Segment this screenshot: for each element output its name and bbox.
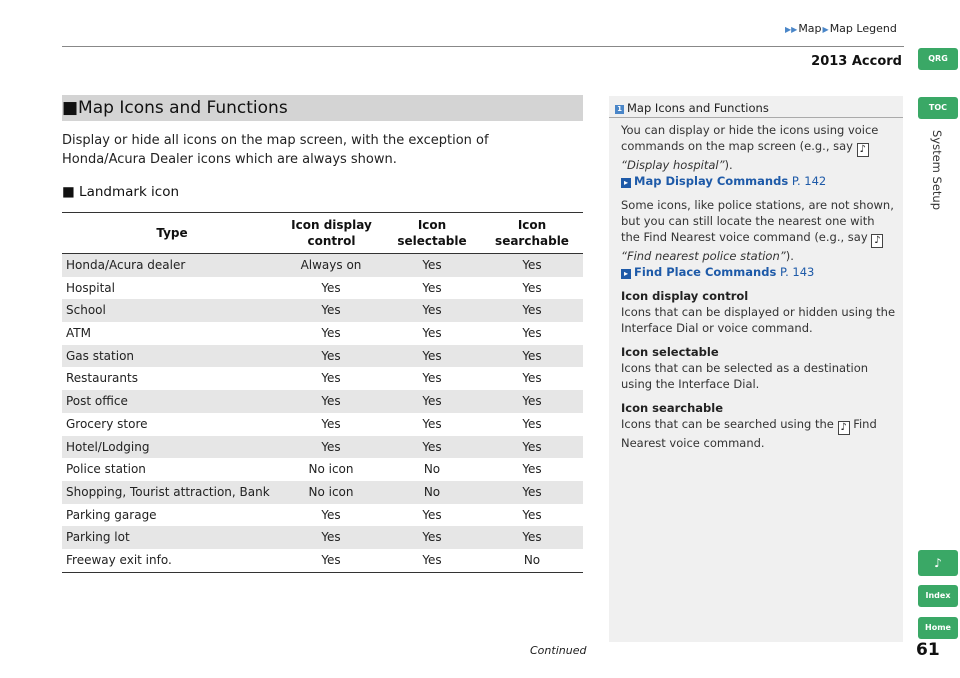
table-row xyxy=(62,526,583,549)
sidebar-note xyxy=(609,96,903,642)
cell-selectable: Yes xyxy=(422,552,442,567)
link-arrow-icon: ▸ xyxy=(621,269,631,279)
cell-type: Freeway exit info. xyxy=(66,552,172,567)
cell-searchable: No xyxy=(523,552,541,567)
table-row xyxy=(62,436,583,459)
cell-selectable: Yes xyxy=(422,303,442,318)
cell-type: Restaurants xyxy=(66,371,138,386)
sidebar-definition-selectable: Icon selectable Icons that can be selected as a destination using the Interface Dial. xyxy=(621,345,869,391)
voice-tab[interactable] xyxy=(918,550,958,576)
link-find-place-commands[interactable]: Find Place Commands xyxy=(634,265,777,279)
talk-icon: ♪ xyxy=(934,556,942,570)
cell-selectable: Yes xyxy=(422,416,442,431)
cell-display-control: No icon xyxy=(308,462,354,477)
table-row xyxy=(62,322,583,345)
cell-type: Police station xyxy=(66,462,146,477)
cell-searchable: Yes xyxy=(522,258,542,272)
table-row xyxy=(62,504,583,527)
cell-display-control: Always on xyxy=(300,258,362,272)
cell-searchable: Yes xyxy=(522,462,542,477)
table-body xyxy=(62,254,583,572)
cell-type: School xyxy=(66,303,106,318)
cell-searchable: Yes xyxy=(522,530,542,545)
table-row xyxy=(62,458,583,481)
talk-button-icon: ♪ xyxy=(838,421,850,435)
link-arrow-icon: ▸ xyxy=(621,178,631,188)
table-row xyxy=(62,413,583,436)
cell-display-control: Yes xyxy=(321,530,341,545)
cell-type: Hospital xyxy=(66,280,115,295)
section-bar xyxy=(62,95,583,121)
cell-selectable: Yes xyxy=(422,507,442,522)
table-header xyxy=(62,213,583,253)
triangle-icon: ▶ xyxy=(822,25,829,34)
continued-label: Continued xyxy=(530,644,587,657)
breadcrumb-map-legend[interactable]: Map Legend xyxy=(829,22,897,35)
cell-display-control: Yes xyxy=(321,280,341,295)
toc-tab[interactable]: TOC xyxy=(918,97,958,119)
cell-selectable: Yes xyxy=(422,326,442,341)
talk-button-icon: ♪ xyxy=(871,234,883,248)
cell-searchable: Yes xyxy=(522,416,542,431)
cell-selectable: Yes xyxy=(422,530,442,545)
sidebar-definition-display: Icon display control Icons that can be displayed or hidden using the Interface Dial or voice command. xyxy=(621,289,896,335)
cell-searchable: Yes xyxy=(522,348,542,363)
cell-searchable: Yes xyxy=(522,507,542,522)
cell-display-control: Yes xyxy=(321,326,341,341)
header-type: Type xyxy=(156,226,188,240)
cell-type: Parking lot xyxy=(66,530,130,545)
cell-type: Gas station xyxy=(66,348,135,363)
table-row xyxy=(62,345,583,368)
talk-button-icon: ♪ xyxy=(857,143,869,157)
cell-selectable: No xyxy=(423,462,441,477)
sidebar-body xyxy=(621,122,897,459)
page-number: 61 xyxy=(916,640,940,660)
header-rule xyxy=(62,46,904,47)
table-row xyxy=(62,549,583,572)
cell-selectable: No xyxy=(423,484,441,499)
triangle-icon: ▶▶ xyxy=(785,25,798,34)
cell-searchable: Yes xyxy=(522,484,542,499)
table-row xyxy=(62,481,583,504)
link-page-142[interactable]: P. 142 xyxy=(791,174,827,188)
cell-selectable: Yes xyxy=(422,258,442,272)
cell-selectable: Yes xyxy=(422,394,442,409)
landmark-table xyxy=(62,212,583,573)
cell-display-control: Yes xyxy=(321,416,341,431)
cell-searchable: Yes xyxy=(522,326,542,341)
cell-type: Post office xyxy=(66,394,128,409)
cell-type: ATM xyxy=(66,326,91,341)
intro-text: Display or hide all icons on the map screen, with the exception of Honda/Acura Dealer icons which are always shown. xyxy=(62,133,489,167)
cell-type: Grocery store xyxy=(66,416,148,431)
cell-selectable: Yes xyxy=(422,439,442,454)
sidebar-paragraph-find: Some icons, like police stations, are not shown, but you can still locate the nearest one with the Find Nearest voice command (e.g., say ♪ “Find nearest police station”). ▸ Find Place Commands P. 143 xyxy=(621,198,894,279)
index-tab[interactable]: Index xyxy=(918,585,958,607)
cell-searchable: Yes xyxy=(522,394,542,409)
table-row xyxy=(62,254,583,277)
cell-searchable: Yes xyxy=(522,371,542,386)
landmark-subheading: ■ Landmark icon xyxy=(62,184,180,200)
table-row xyxy=(62,277,583,300)
cell-searchable: Yes xyxy=(522,280,542,295)
section-side-label: System Setup xyxy=(930,130,944,211)
table-row xyxy=(62,367,583,390)
cell-display-control: Yes xyxy=(321,439,341,454)
sidebar-paragraph-voice: You can display or hide the icons using voice commands on the map screen (e.g., say ♪ “Display hospital”). ▸ Map Display Commands P. 142 xyxy=(621,123,879,188)
table-row xyxy=(62,390,583,413)
cell-display-control: Yes xyxy=(321,303,341,318)
cell-display-control: Yes xyxy=(321,552,341,567)
cell-display-control: No icon xyxy=(308,484,354,499)
home-tab[interactable]: Home xyxy=(918,617,958,639)
cell-display-control: Yes xyxy=(321,507,341,522)
cell-type: Hotel/Lodging xyxy=(66,439,150,454)
note-number-icon: 1 xyxy=(615,105,624,114)
link-page-143[interactable]: P. 143 xyxy=(779,265,815,279)
cell-type: Honda/Acura dealer xyxy=(66,258,186,272)
header-icon-selectable: Icon selectable xyxy=(397,218,467,248)
qrg-tab[interactable]: QRG xyxy=(918,48,958,70)
header-icon-display-control: Icon display control xyxy=(291,218,372,248)
cell-type: Parking garage xyxy=(66,507,157,522)
breadcrumb-map[interactable]: Map xyxy=(798,22,822,35)
breadcrumb xyxy=(784,22,897,35)
model-title: 2013 Accord xyxy=(811,54,902,69)
sidebar-definition-searchable: Icon searchable Icons that can be searched using the ♪ Find Nearest voice command. xyxy=(621,401,877,450)
cell-display-control: Yes xyxy=(321,371,341,386)
cell-type: Shopping, Tourist attraction, Bank xyxy=(66,484,270,499)
sidebar-rule xyxy=(609,117,903,118)
section-title: ■Map Icons and Functions xyxy=(62,98,288,118)
sidebar-title: 1 Map Icons and Functions xyxy=(615,101,769,115)
cell-searchable: Yes xyxy=(522,303,542,318)
header-icon-searchable: Icon searchable xyxy=(495,218,569,248)
cell-selectable: Yes xyxy=(422,371,442,386)
link-map-display-commands[interactable]: Map Display Commands xyxy=(634,174,789,188)
cell-searchable: Yes xyxy=(522,439,542,454)
cell-selectable: Yes xyxy=(422,280,442,295)
cell-selectable: Yes xyxy=(422,348,442,363)
cell-display-control: Yes xyxy=(321,348,341,363)
cell-display-control: Yes xyxy=(321,394,341,409)
table-row xyxy=(62,299,583,322)
table-bottom-rule xyxy=(62,572,583,573)
